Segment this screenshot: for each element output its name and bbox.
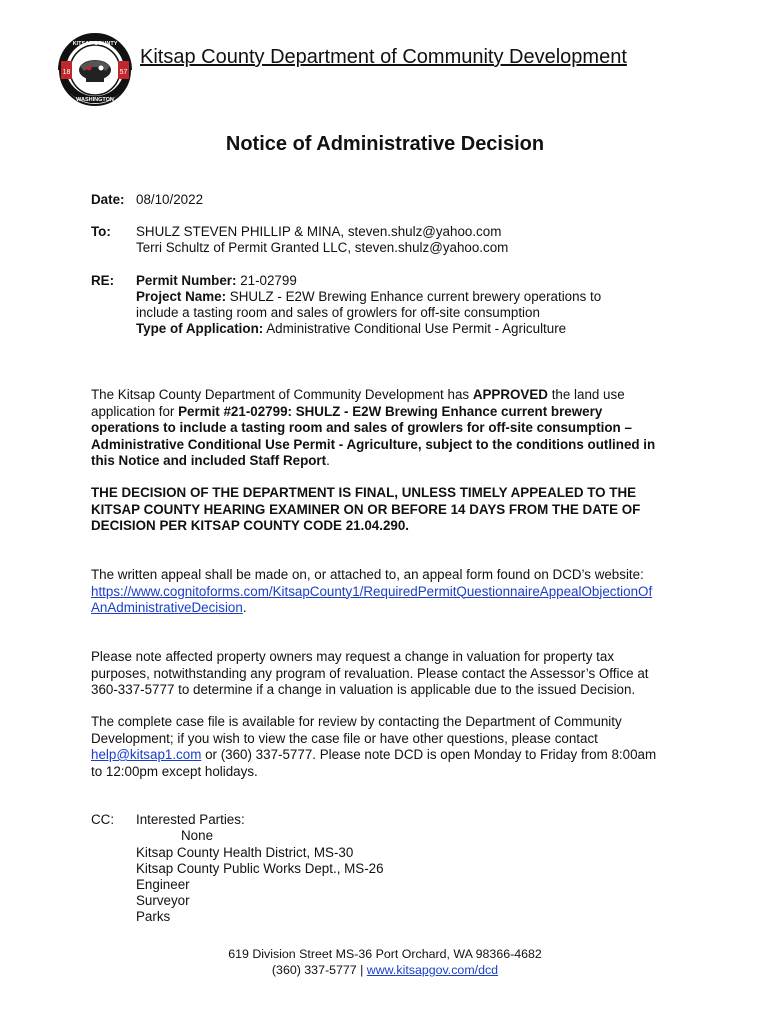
decision-line-4: Administrative Conditional Use Permit - Agriculture, subject to the conditions outlined in xyxy=(91,436,656,452)
notice-title: Notice of Administrative Decision xyxy=(225,133,545,155)
case-file-paragraph: The complete case file is available for review by contacting the Department of Community Development; if you wish to view the case file or have other questions, please contact help@kitsap1.com or (360) 337-5777. Please note DCD is open Monday to Friday from 8:00am to 12:00pm except holidays. xyxy=(91,714,691,780)
to-line-1: SHULZ STEVEN PHILLIP & MINA, steven.shulz@yahoo.com xyxy=(136,224,502,239)
svg-text:KITSAP COUNTY: KITSAP COUNTY xyxy=(72,41,118,47)
cc-item-none: None xyxy=(181,828,214,843)
help-email-link[interactable]: help@kitsap1.com xyxy=(91,747,202,762)
project-name-label: Project Name: xyxy=(136,289,227,304)
decision-line-5: this Notice and included Staff Report. xyxy=(91,453,330,468)
final-line-3: DECISION PER KITSAP COUNTY CODE 21.04.290. xyxy=(91,518,410,533)
cc-item-health-district: Kitsap County Health District, MS-30 xyxy=(136,845,354,860)
to-line-2: Terri Schultz of Permit Granted LLC, steven.shulz@yahoo.com xyxy=(136,240,509,255)
decision-line-2: application for Permit #21-02799: SHULZ - E2W Brewing Enhance current brewery xyxy=(91,403,603,419)
appeal-line-1: The written appeal shall be made on, or attached to, an appeal form found on DCD’s website: xyxy=(91,567,644,582)
appeal-form-link-continued[interactable]: AnAdministrativeDecision xyxy=(91,600,243,615)
project-name xyxy=(136,289,601,305)
svg-text:WASHINGTON: WASHINGTON xyxy=(76,97,114,103)
footer-website-link[interactable]: www.kitsapgov.com/dcd xyxy=(366,963,499,977)
project-name-continued: include a tasting room and sales of growlers for off-site consumption xyxy=(136,305,540,320)
final-line-2: KITSAP COUNTY HEARING EXAMINER ON OR BEFORE 14 DAYS FROM THE DATE OF xyxy=(91,501,641,517)
cc-item-public-works: Kitsap County Public Works Dept., MS-26 xyxy=(136,861,384,876)
cc-label: CC: xyxy=(91,812,115,827)
county-seal-logo xyxy=(58,33,132,107)
cc-item-interested-parties: Interested Parties: xyxy=(136,812,245,827)
cc-item-parks: Parks xyxy=(136,909,171,924)
cc-item-surveyor: Surveyor xyxy=(136,893,190,908)
svg-text:18: 18 xyxy=(62,69,71,76)
footer-contact xyxy=(0,963,770,979)
valuation-paragraph xyxy=(91,649,691,699)
valuation-line-3: 360-337-5777 to determine if a change in valuation is applicable due to the issued Decision. xyxy=(91,682,636,697)
casefile-line-4: to 12:00pm except holidays. xyxy=(91,763,258,779)
final-line-1: THE DECISION OF THE DEPARTMENT IS FINAL, UNLESS TIMELY APPEALED TO THE xyxy=(91,485,637,500)
approved-text: APPROVED xyxy=(472,387,548,402)
date-value: 08/10/2022 xyxy=(136,192,204,207)
to-label: To: xyxy=(91,224,111,239)
appeal-paragraph: The written appeal shall be made on, or attached to, an appeal form found on DCD’s website: https://www.cognitoforms.com/KitsapCounty1/RequiredPermitQuestionnaireAppealObjectionOf AnAdministrativeDecision. xyxy=(91,567,691,617)
cc-item-engineer: Engineer xyxy=(136,877,190,892)
casefile-line-2: Development; if you wish to view the case file or have other questions, please contact xyxy=(91,730,598,746)
project-name-value: SHULZ - E2W Brewing Enhance current brewery operations to xyxy=(229,289,602,304)
decision-line-3: operations to include a tasting room and sales of growlers for off-site consumption – xyxy=(91,420,632,435)
decision-line-1: The Kitsap County Department of Community Development has APPROVED the land use xyxy=(91,387,625,402)
date-label: Date: xyxy=(91,192,125,207)
appeal-form-link[interactable]: https://www.cognitoforms.com/KitsapCounty1/RequiredPermitQuestionnaireAppealObjectionOf xyxy=(91,583,653,599)
re-label: RE: xyxy=(91,273,115,288)
casefile-line-1: The complete case file is available for review by contacting the Department of Community xyxy=(91,714,622,729)
valuation-line-1: Please note affected property owners may request a change in valuation for property tax xyxy=(91,649,615,664)
application-type-value: Administrative Conditional Use Permit - Agriculture xyxy=(266,321,567,336)
final-decision-paragraph xyxy=(91,485,691,535)
permit-number-value: 21-02799 xyxy=(240,273,297,288)
footer-phone: (360) 337-5777 | xyxy=(271,963,367,977)
valuation-line-2: purposes, notwithstanding any program of revaluation. Please contact the Assessor’s Office at xyxy=(91,665,649,681)
decision-paragraph xyxy=(91,387,691,470)
application-type xyxy=(136,321,566,337)
application-type-label: Type of Application: xyxy=(136,321,264,336)
permit-number xyxy=(136,273,297,289)
department-title: Kitsap County Department of Community Development xyxy=(140,46,627,68)
svg-text:57: 57 xyxy=(119,69,128,76)
footer-address: 619 Division Street MS-36 Port Orchard, WA 98366-4682 xyxy=(228,947,542,961)
permit-number-label: Permit Number: xyxy=(136,273,237,288)
